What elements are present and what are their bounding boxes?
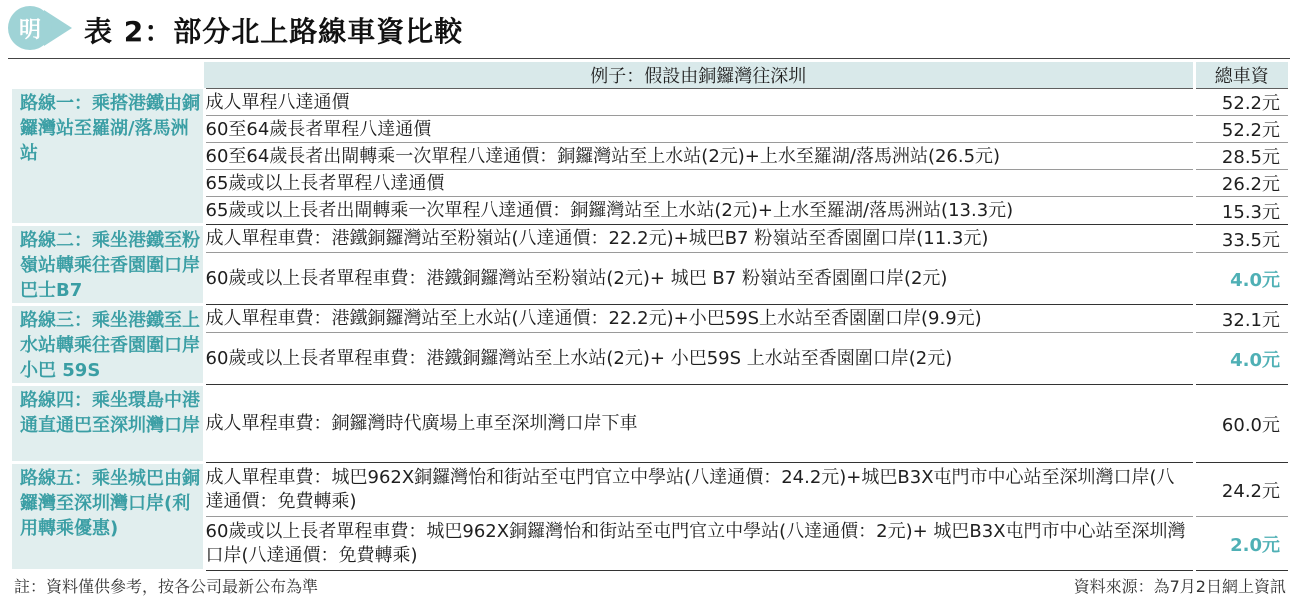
source-note: 資料來源：為7月2日網上資訊 (1073, 577, 1286, 596)
fare-amount: 28.5元 (1194, 143, 1288, 170)
table-row (12, 333, 1288, 385)
table-row (12, 170, 1288, 197)
fare-description: 成人單程車費：銅鑼灣時代廣場上車至深圳灣口岸下車 (204, 385, 1194, 463)
page-title: 表 2：部分北上路線車資比較 (84, 15, 464, 48)
fare-amount: 15.3元 (1194, 197, 1288, 225)
fare-description: 60至64歲長者單程八達通價 (204, 116, 1194, 143)
table-header-row (12, 62, 1288, 89)
table-row (12, 385, 1288, 463)
column-header-example: 例子：假設由銅鑼灣往深圳 (204, 62, 1194, 89)
column-header-total-fare: 總車資 (1194, 62, 1288, 89)
fare-description: 65歲或以上長者單程八達通價 (204, 170, 1194, 197)
route-2-label: 路線二：乘坐港鐵至粉嶺站轉乘往香園圍口岸巴士B7 (12, 225, 204, 305)
route-1-label: 路線一：乘搭港鐵由銅鑼灣站至羅湖/落馬洲站 (12, 89, 204, 225)
fare-description: 成人單程車費：港鐵銅鑼灣站至上水站(八達通價：22.2元)+小巴59S上水站至香園圍口岸(9.9元) (204, 305, 1194, 333)
table-row (12, 253, 1288, 305)
route-4-label: 路線四：乘坐環島中港通直通巴至深圳灣口岸 (12, 385, 204, 463)
newspaper-logo: 明 (8, 6, 52, 50)
route-5-label: 路線五：乘坐城巴由銅鑼灣至深圳灣口岸(利用轉乘優惠) (12, 463, 204, 571)
title-divider (8, 58, 1290, 59)
table-row (12, 463, 1288, 517)
fare-amount: 60.0元 (1194, 385, 1288, 463)
table-row (12, 197, 1288, 225)
fare-amount: 26.2元 (1194, 170, 1288, 197)
fare-amount: 24.2元 (1194, 463, 1288, 517)
fare-description: 65歲或以上長者出閘轉乘一次單程八達通價：銅鑼灣站至上水站(2元)+上水至羅湖/落馬洲站(13.3元) (204, 197, 1194, 225)
fare-amount: 32.1元 (1194, 305, 1288, 333)
fare-table (12, 62, 1288, 572)
fare-description: 60至64歲長者出閘轉乘一次單程八達通價：銅鑼灣站至上水站(2元)+上水至羅湖/落馬洲站(26.5元) (204, 143, 1194, 170)
fare-amount-highlight: 4.0元 (1194, 333, 1288, 385)
table-row (12, 143, 1288, 170)
fare-amount: 52.2元 (1194, 116, 1288, 143)
fare-description: 成人單程車費：港鐵銅鑼灣站至粉嶺站(八達通價：22.2元)+城巴B7 粉嶺站至香園圍口岸(11.3元) (204, 225, 1194, 253)
table-row (12, 517, 1288, 571)
fare-amount: 52.2元 (1194, 89, 1288, 116)
table-row (12, 116, 1288, 143)
fare-amount-highlight: 4.0元 (1194, 253, 1288, 305)
footnote: 註：資料僅供參考，按各公司最新公布為準 (14, 577, 319, 596)
fare-amount: 33.5元 (1194, 225, 1288, 253)
fare-description: 60歲或以上長者單程車費：港鐵銅鑼灣站至上水站(2元)+ 小巴59S 上水站至香園圍口岸(2元) (204, 333, 1194, 385)
fare-description: 成人單程八達通價 (204, 89, 1194, 116)
fare-description: 60歲或以上長者單程車費：城巴962X銅鑼灣怡和街站至屯門官立中學站(八達通價：2元)+ 城巴B3X屯門市中心站至深圳灣口岸(八達通價：免費轉乘) (204, 517, 1194, 571)
route-3-label: 路線三：乘坐港鐵至上水站轉乘往香園圍口岸小巴 59S (12, 305, 204, 385)
table-header-blank (12, 62, 204, 89)
fare-description: 60歲或以上長者單程車費：港鐵銅鑼灣站至粉嶺站(2元)+ 城巴 B7 粉嶺站至香園圍口岸(2元) (204, 253, 1194, 305)
header (0, 0, 1300, 60)
table-row (12, 89, 1288, 116)
table-row (12, 225, 1288, 253)
fare-description: 成人單程車費：城巴962X銅鑼灣怡和街站至屯門官立中學站(八達通價：24.2元)+城巴B3X屯門市中心站至深圳灣口岸(八達通價：免費轉乘) (204, 463, 1194, 517)
table-row (12, 305, 1288, 333)
fare-amount-highlight: 2.0元 (1194, 517, 1288, 571)
